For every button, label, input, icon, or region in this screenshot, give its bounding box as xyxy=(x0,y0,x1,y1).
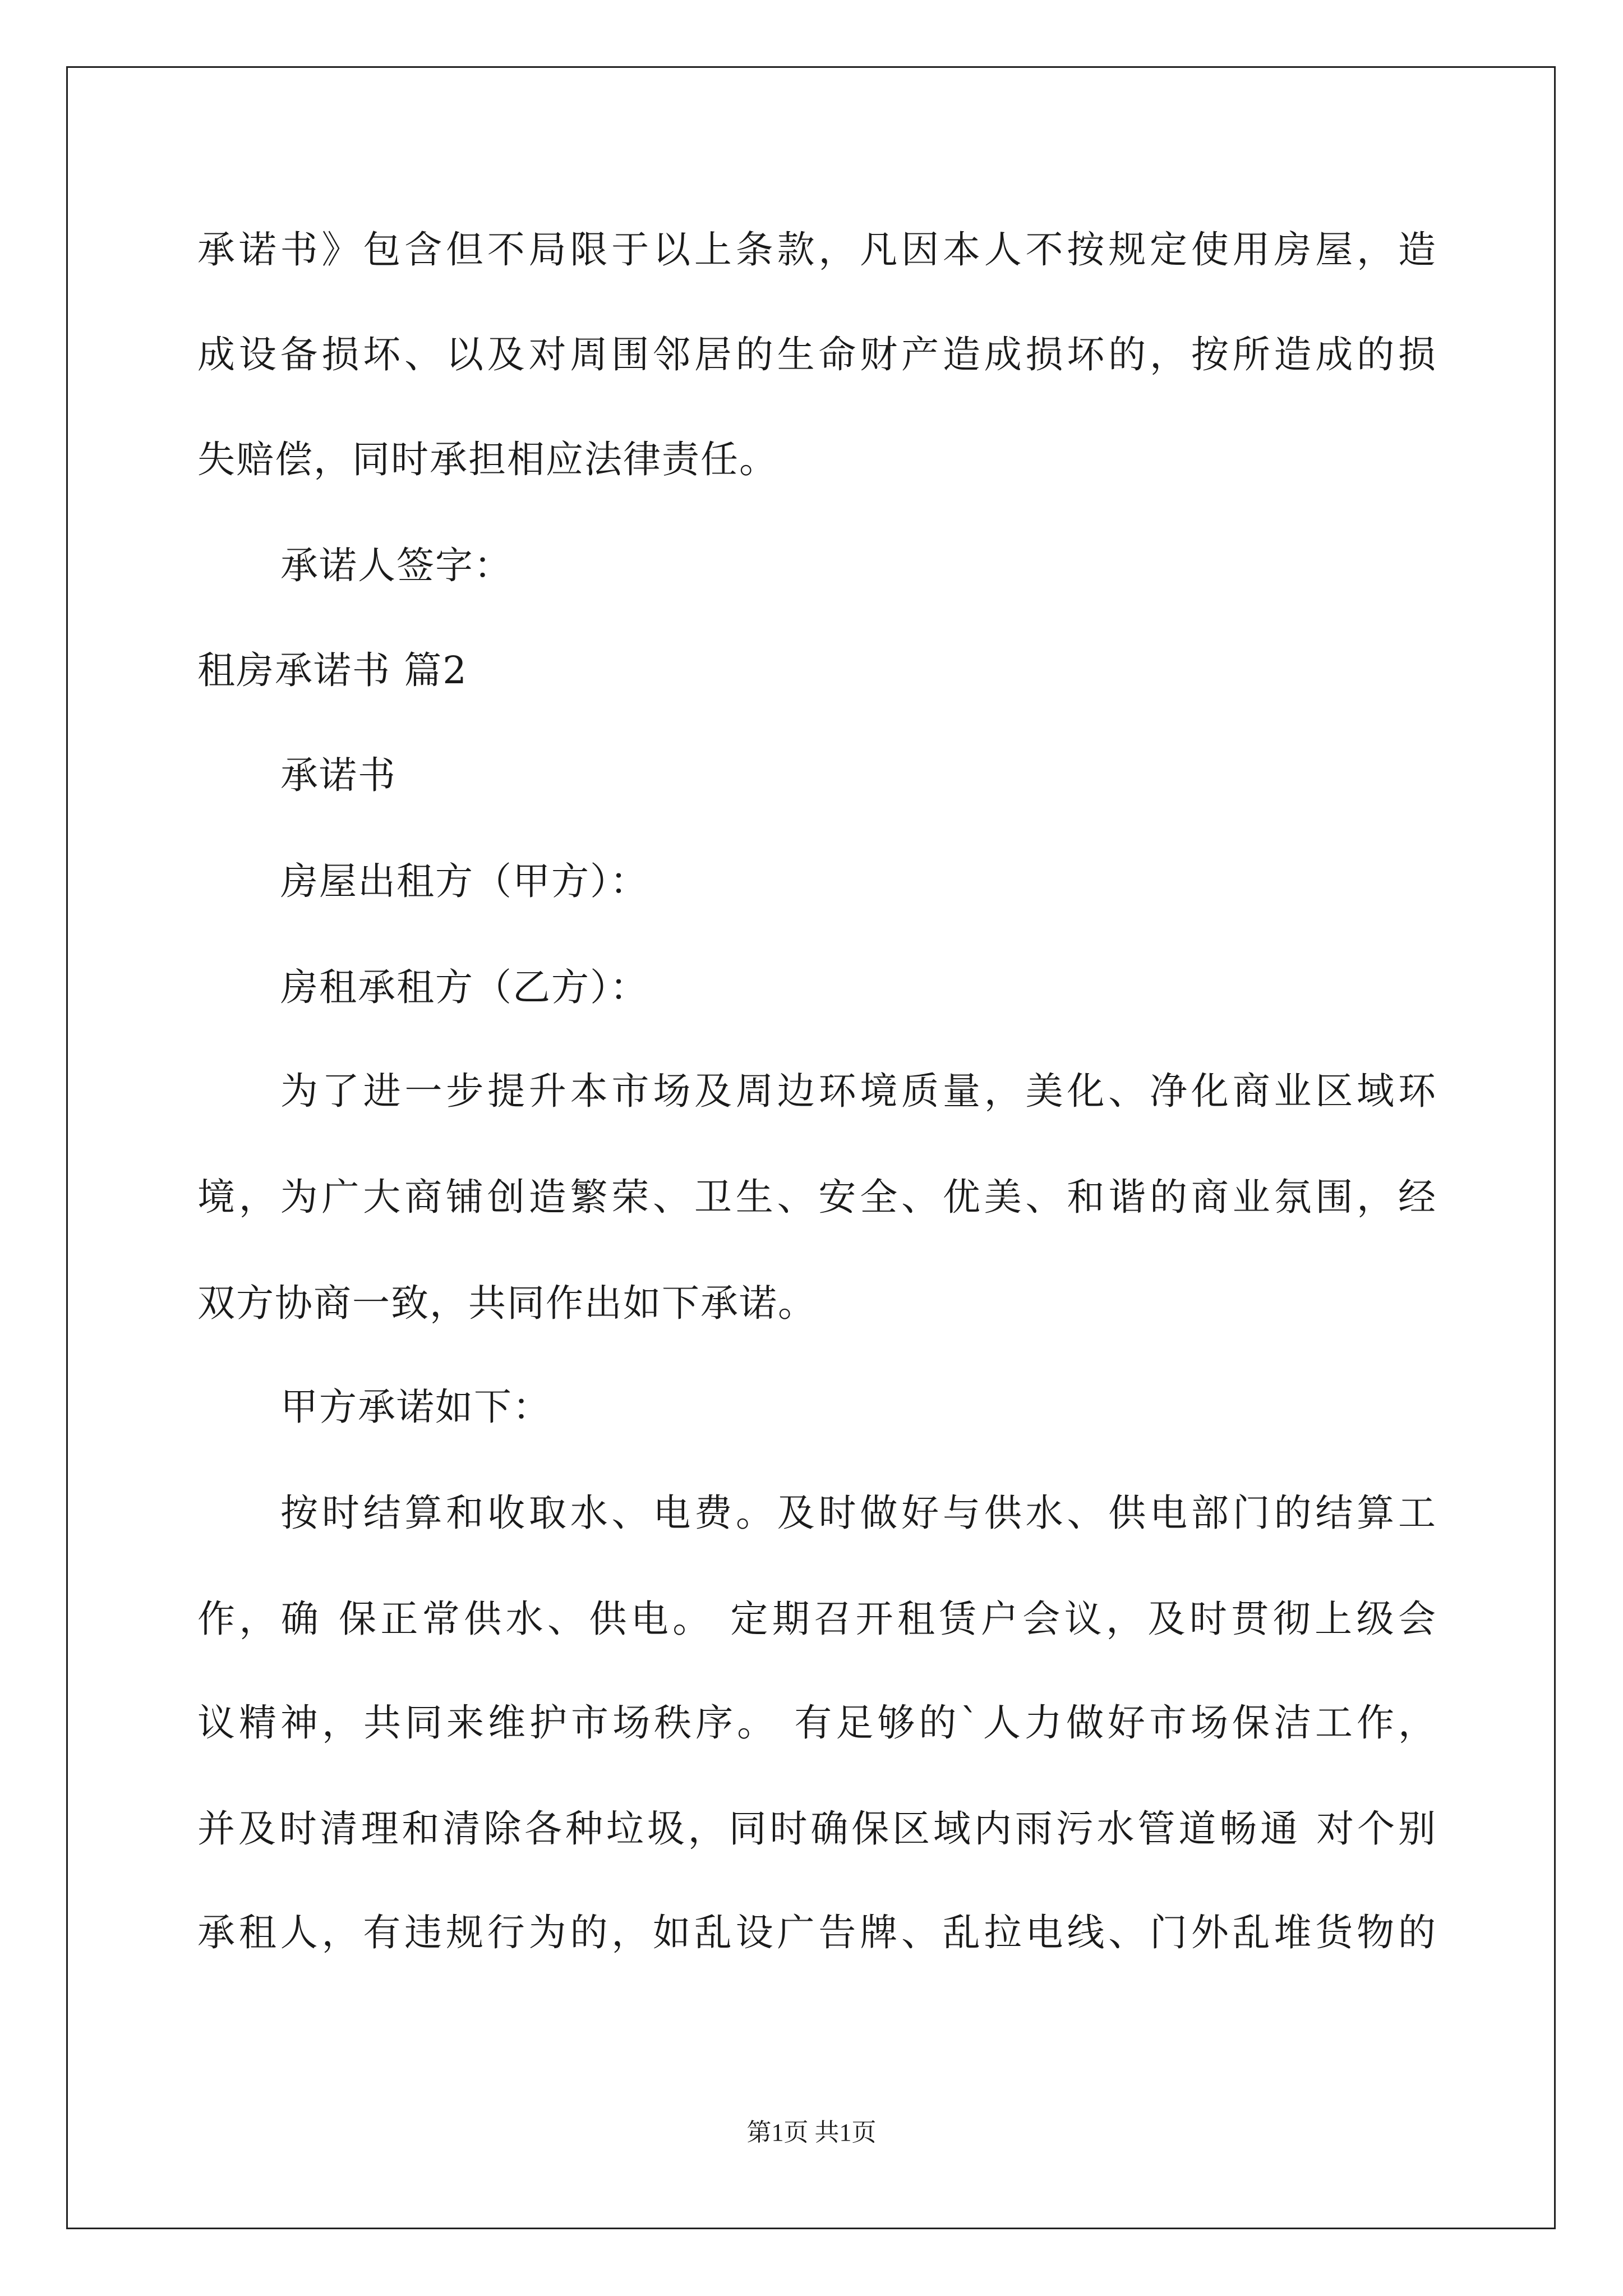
body-line-13: 按时结算和收取水、电费。及时做好与供水、供电部门的结算工 xyxy=(280,1491,1437,1535)
body-line-9: 为了进一步提升本市场及周边环境质量，美化、净化商业区域环 xyxy=(280,1069,1437,1113)
body-line-16: 并及时清理和清除各种垃圾，同时确保区域内雨污水管道畅通 对个别 xyxy=(197,1807,1437,1851)
body-line-11: 双方协商一致，共同作出如下承诺。 xyxy=(197,1281,817,1325)
body-line-10: 境，为广大商铺创造繁荣、卫生、安全、优美、和谐的商业氛围，经 xyxy=(197,1175,1437,1219)
section-heading: 租房承诺书 篇2 xyxy=(197,648,468,692)
body-line-2: 成设备损坏、以及对周围邻居的生命财产造成损坏的，按所造成的损 xyxy=(197,333,1437,376)
party-b-label: 房租承租方（乙方）： xyxy=(280,965,649,1009)
body-line-3: 失赔偿，同时承担相应法律责任。 xyxy=(197,438,778,481)
party-a-commitments-heading: 甲方承诺如下： xyxy=(280,1385,551,1429)
body-line-17: 承租人，有违规行为的，如乱设广告牌、乱拉电线、门外乱堆货物的 xyxy=(197,1911,1437,1954)
page-number: 第1页 共1页 xyxy=(746,2119,877,2146)
page-border xyxy=(66,66,1556,2229)
signature-label: 承诺人签字： xyxy=(280,544,513,587)
body-line-1: 承诺书》包含但不局限于以上条款，凡因本人不按规定使用房屋，造 xyxy=(197,228,1437,272)
document-title: 承诺书 xyxy=(280,753,396,797)
party-a-label: 房屋出租方（甲方）： xyxy=(280,859,649,903)
body-line-14: 作，确 保正常供水、供电。 定期召开租赁户会议，及时贯彻上级会 xyxy=(197,1597,1437,1641)
body-line-15: 议精神，共同来维护市场秩序。 有足够的`人力做好市场保洁工作， xyxy=(197,1701,1437,1745)
